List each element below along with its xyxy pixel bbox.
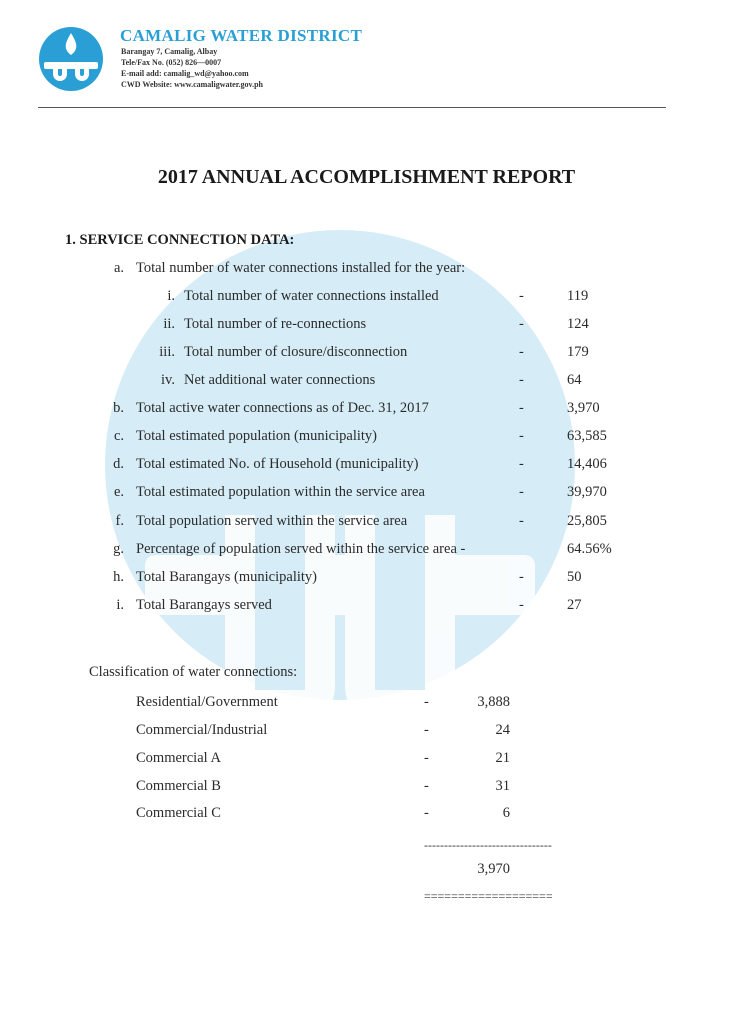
item-value: 27 (567, 597, 582, 613)
item-marker: a. (113, 260, 124, 276)
item-dash: - (519, 456, 524, 472)
item-marker: i. (167, 288, 175, 304)
item-value: 119 (567, 288, 589, 304)
item-marker: c. (113, 428, 124, 444)
report-title: 2017 ANNUAL ACCOMPLISHMENT REPORT (157, 166, 576, 188)
item-label: Total Barangays (municipality) (136, 569, 317, 585)
item-value: 25,805 (567, 513, 607, 529)
list-item (0, 372, 733, 394)
section-title: 1. SERVICE CONNECTION DATA: (65, 232, 295, 248)
classification-value: 3,888 (477, 694, 510, 710)
organization-name: CAMALIG WATER DISTRICT (120, 26, 363, 45)
item-dash: - (519, 513, 524, 529)
classification-label: Commercial A (136, 750, 221, 766)
classification-total: 3,970 (477, 861, 510, 877)
table-row (0, 778, 733, 800)
classification-dash: - (424, 694, 429, 710)
header-divider (38, 107, 666, 108)
item-marker: i. (116, 597, 124, 613)
classification-dash: - (424, 778, 429, 794)
list-item (0, 260, 733, 282)
item-value: 124 (567, 316, 589, 332)
classification-label: Commercial B (136, 778, 221, 794)
item-marker: e. (113, 484, 124, 500)
item-label: Percentage of population served within the service area - (136, 541, 466, 557)
item-marker: iii. (159, 344, 175, 360)
water-drop-cwd-logo-icon (38, 26, 104, 92)
org-website: CWD Website: www.camaligwater.gov.ph (121, 80, 263, 89)
item-label: Net additional water connections (184, 372, 376, 388)
table-row (0, 750, 733, 772)
list-item (0, 288, 733, 310)
item-value: 64 (567, 372, 582, 388)
subtotal-dashed-rule: -------------------------------- (424, 838, 552, 852)
item-marker: b. (113, 400, 124, 416)
table-row (0, 694, 733, 716)
item-label: Total estimated population (municipality) (136, 428, 377, 444)
item-value: 14,406 (567, 456, 607, 472)
classification-title: Classification of water connections: (89, 664, 298, 680)
item-label: Total estimated No. of Household (municipality) (136, 456, 419, 472)
item-value: 39,970 (567, 484, 607, 500)
total-double-rule: =================== (424, 889, 553, 903)
item-label: Total number of water connections installed (184, 288, 439, 304)
classification-value: 31 (495, 778, 510, 794)
item-marker: f. (115, 513, 124, 529)
item-dash: - (519, 484, 524, 500)
classification-value: 21 (495, 750, 510, 766)
classification-label: Commercial/Industrial (136, 722, 268, 738)
item-dash: - (519, 288, 524, 304)
classification-dash: - (424, 805, 429, 821)
classification-value: 6 (502, 805, 510, 821)
list-item (0, 597, 733, 619)
classification-label: Commercial C (136, 805, 221, 821)
item-label: Total number of re-connections (184, 316, 367, 332)
item-dash: - (519, 597, 524, 613)
list-item (0, 484, 733, 506)
list-item (0, 513, 733, 535)
item-label: Total estimated population within the service area (136, 484, 425, 500)
classification-value: 24 (495, 722, 510, 738)
org-phone: Tele/Fax No. (052) 826—0007 (121, 58, 222, 67)
item-marker: iv. (161, 372, 175, 388)
item-label: Total number of water connections installed for the year: (136, 260, 466, 276)
item-dash: - (519, 372, 524, 388)
item-label: Total number of closure/disconnection (184, 344, 408, 360)
item-marker: d. (113, 456, 124, 472)
org-address: Barangay 7, Camalig, Albay (121, 47, 218, 56)
item-label: Total Barangays served (136, 597, 272, 613)
item-value: 50 (567, 569, 582, 585)
org-email: E-mail add: camalig_wd@yahoo.com (121, 69, 249, 78)
classification-dash: - (424, 722, 429, 738)
item-dash: - (519, 316, 524, 332)
table-row (0, 805, 733, 827)
item-marker: ii. (163, 316, 175, 332)
item-dash: - (519, 344, 524, 360)
list-item (0, 400, 733, 422)
list-item (0, 428, 733, 450)
list-item (0, 541, 733, 563)
item-marker: h. (113, 569, 124, 585)
list-item (0, 569, 733, 591)
item-dash: - (519, 400, 524, 416)
item-dash: - (519, 569, 524, 585)
item-value: 179 (567, 344, 589, 360)
item-dash: - (519, 428, 524, 444)
classification-label: Residential/Government (136, 694, 278, 710)
item-value: 3,970 (567, 400, 600, 416)
item-label: Total population served within the service area (136, 513, 408, 529)
classification-dash: - (424, 750, 429, 766)
list-item (0, 316, 733, 338)
table-row (0, 722, 733, 744)
list-item (0, 344, 733, 366)
item-value: 63,585 (567, 428, 607, 444)
item-value: 64.56% (567, 541, 612, 557)
item-label: Total active water connections as of Dec. 31, 2017 (136, 400, 429, 416)
list-item (0, 456, 733, 478)
item-marker: g. (113, 541, 124, 557)
